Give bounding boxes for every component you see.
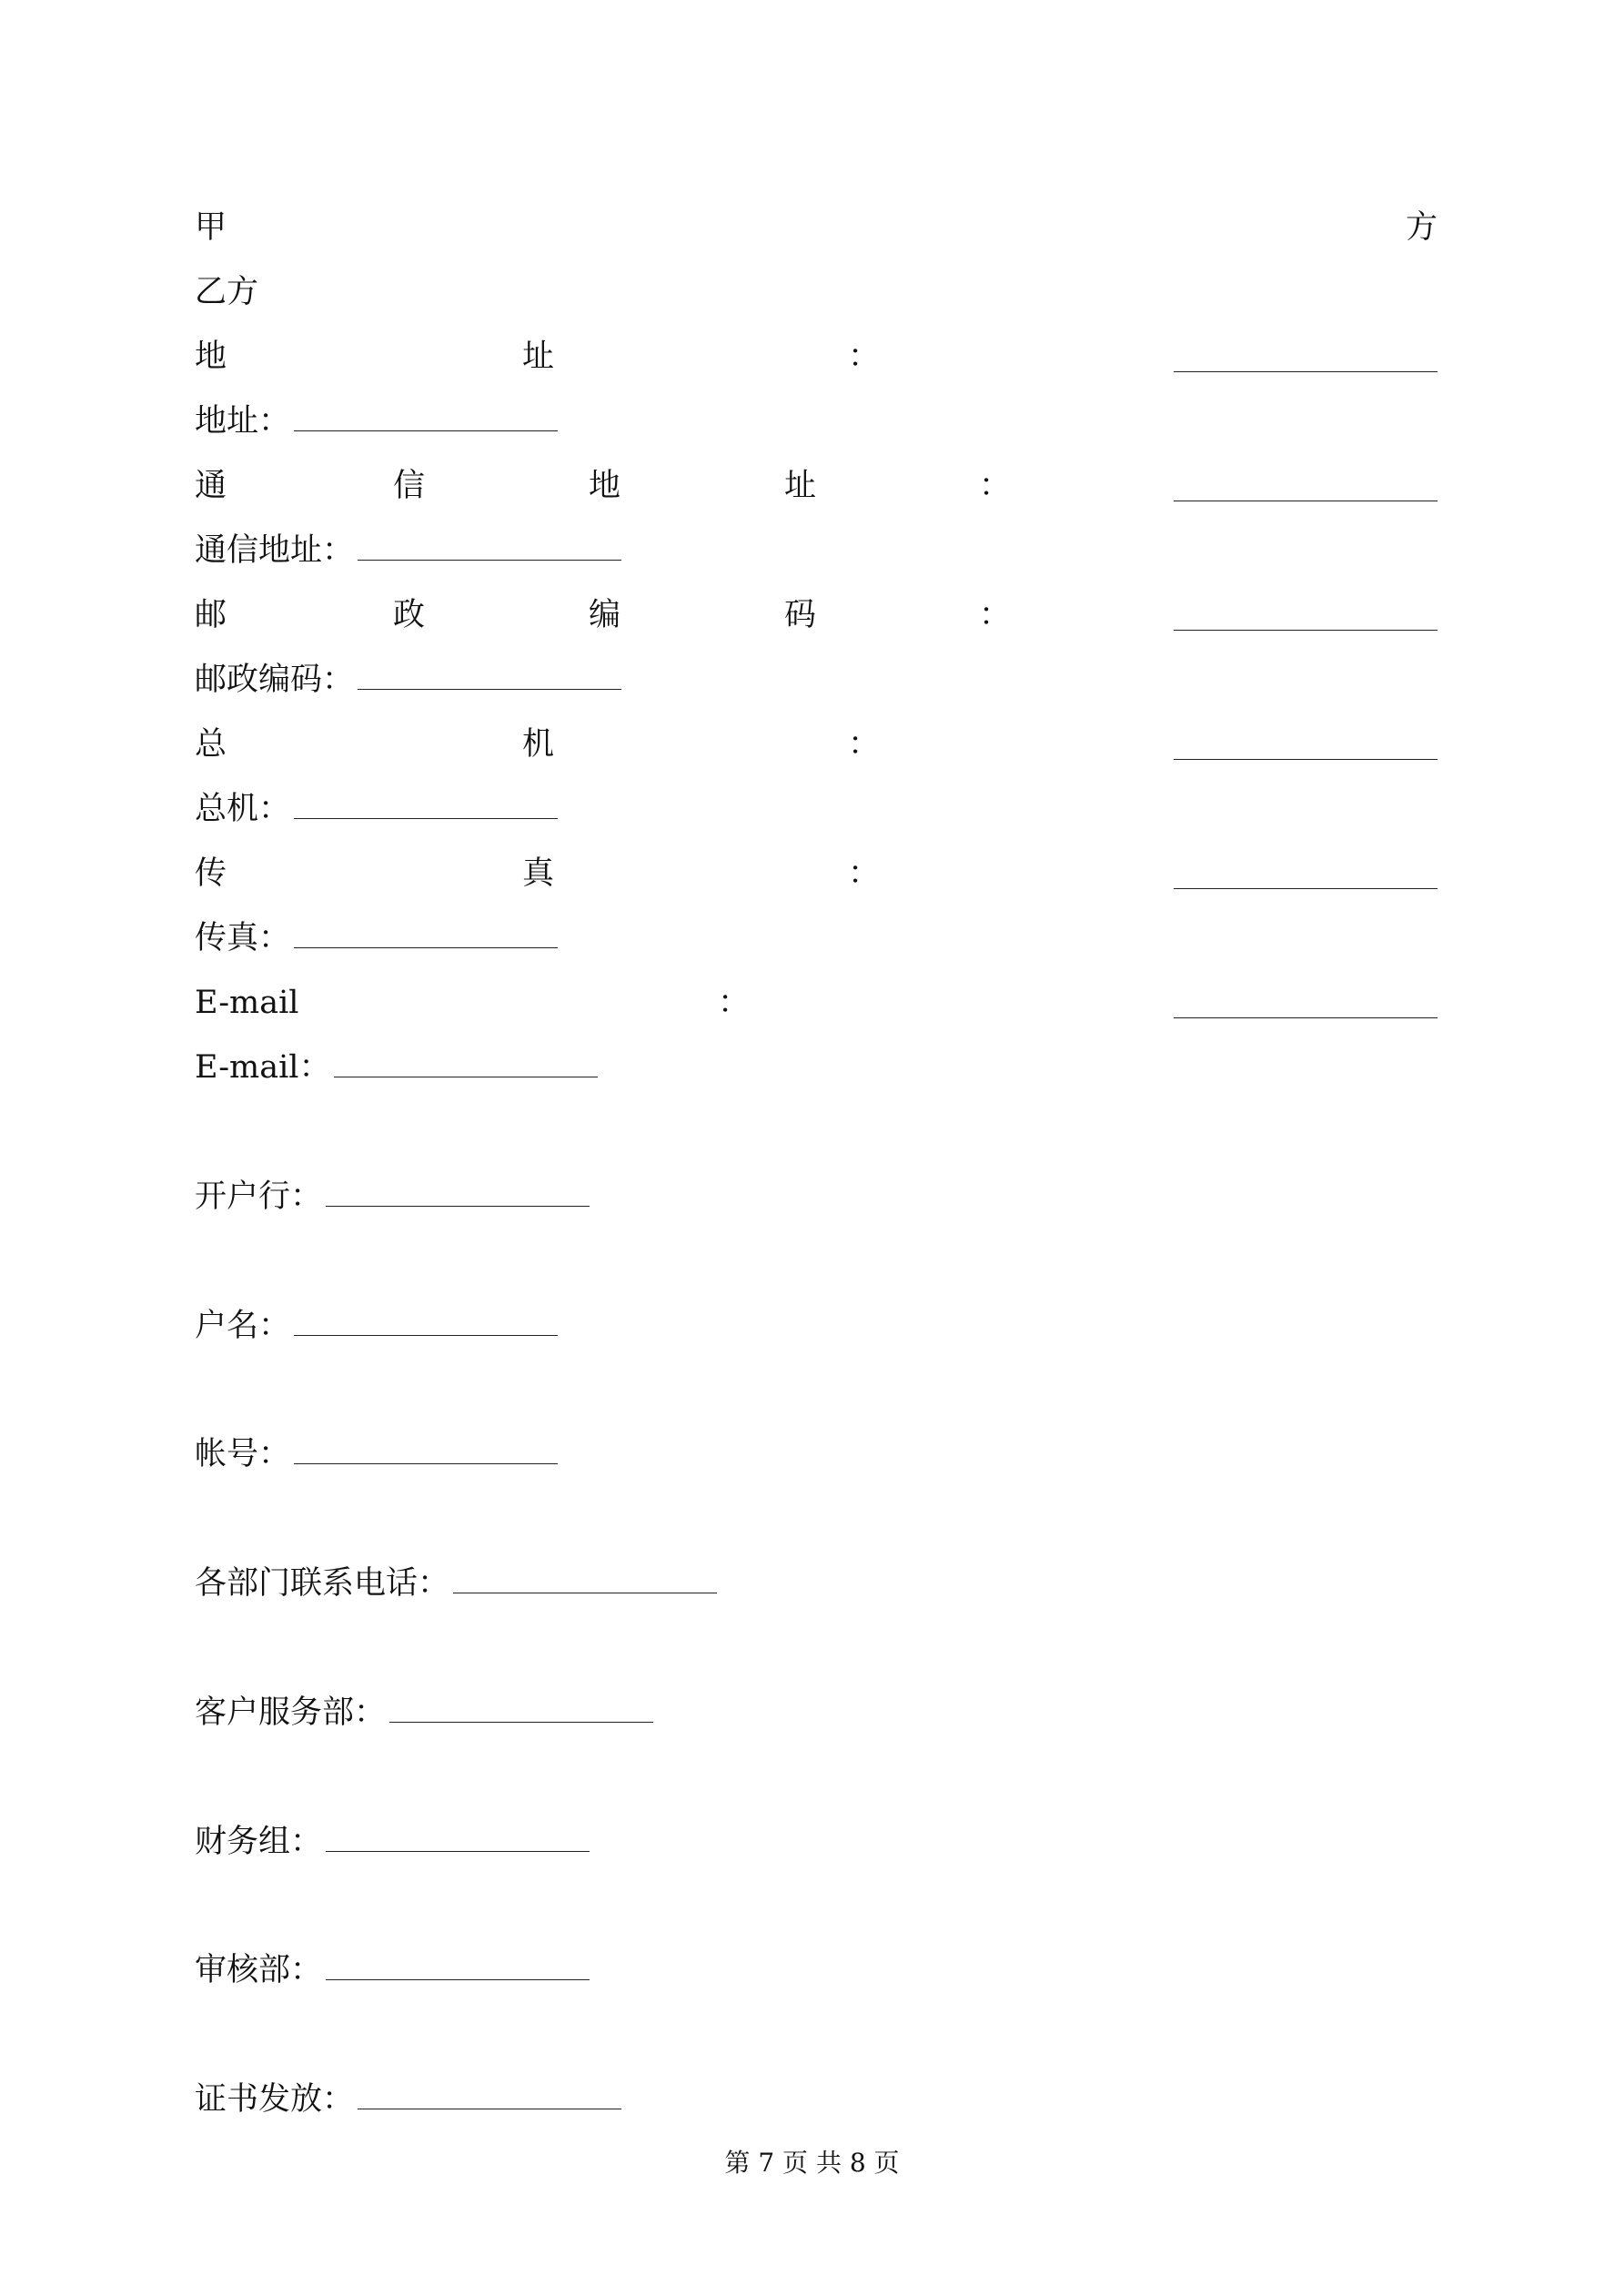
- postcode-blank[interactable]: [1174, 599, 1437, 631]
- email-spread-row: [195, 979, 1437, 1027]
- party-a-left-char: 甲: [195, 209, 227, 246]
- switchboard-char-1: 总: [195, 726, 227, 763]
- postcode-char-4: 码: [784, 597, 817, 633]
- switchboard-label: 总机：: [195, 791, 291, 827]
- mailing-blank[interactable]: [1174, 470, 1437, 501]
- customer-service-label: 客户服务部：: [195, 1694, 387, 1731]
- audit-label: 审核部：: [195, 1952, 323, 1988]
- postcode-row: [195, 656, 1437, 703]
- postcode-label: 邮政编码：: [195, 662, 355, 698]
- finance-row: [195, 1818, 1437, 1866]
- fax-blank[interactable]: [1174, 857, 1437, 889]
- account-no-label: 帐号：: [195, 1436, 291, 1472]
- address-char-1: 地: [195, 339, 227, 375]
- fax-colon: ：: [848, 855, 881, 892]
- account-name-row: [195, 1302, 1437, 1350]
- address-label: 地址：: [195, 403, 291, 440]
- postcode-colon: ：: [979, 597, 1012, 633]
- bank-label: 开户行：: [195, 1178, 323, 1215]
- postcode-char-3: 编: [589, 597, 621, 633]
- fax-spread-row: [195, 850, 1437, 897]
- finance-label: 财务组：: [195, 1824, 323, 1860]
- dept-phones-field-blank[interactable]: [453, 1562, 717, 1593]
- bank-row: [195, 1173, 1437, 1220]
- mailing-field-blank[interactable]: [358, 529, 621, 561]
- party-b-label: 乙方: [195, 274, 259, 310]
- mailing-char-3: 地: [589, 468, 621, 504]
- fax-row: [195, 915, 1437, 962]
- party-b-row: [195, 268, 1437, 316]
- address-colon: ：: [848, 339, 881, 375]
- finance-field-blank[interactable]: [326, 1820, 590, 1852]
- mailing-char-2: 信: [393, 468, 426, 504]
- postcode-char-1: 邮: [195, 597, 227, 633]
- postcode-char-2: 政: [393, 597, 426, 633]
- switchboard-char-2: 机: [522, 726, 555, 763]
- email-label: E-mail：: [195, 1049, 331, 1086]
- mailing-char-1: 通: [195, 468, 227, 504]
- account-no-field-blank[interactable]: [294, 1432, 558, 1464]
- mailing-colon: ：: [979, 468, 1012, 504]
- email-colon: ：: [718, 985, 751, 1021]
- address-field-blank[interactable]: [294, 400, 558, 431]
- switchboard-field-blank[interactable]: [294, 787, 558, 819]
- audit-field-blank[interactable]: [326, 1948, 590, 1980]
- mailing-row: [195, 527, 1437, 574]
- fax-char-2: 真: [522, 855, 555, 892]
- switchboard-spread-row: [195, 721, 1437, 768]
- customer-service-row: [195, 1689, 1437, 1736]
- mailing-label: 通信地址：: [195, 532, 355, 569]
- switchboard-row: [195, 785, 1437, 833]
- email-field-blank[interactable]: [334, 1046, 598, 1077]
- bank-field-blank[interactable]: [326, 1175, 590, 1207]
- address-row: [195, 398, 1437, 445]
- address-blank[interactable]: [1174, 340, 1437, 372]
- customer-service-field-blank[interactable]: [389, 1691, 653, 1723]
- mailing-char-4: 址: [784, 468, 817, 504]
- email-row: [195, 1044, 1437, 1091]
- account-no-row: [195, 1431, 1437, 1478]
- address-char-2: 址: [522, 339, 555, 375]
- switchboard-colon: ：: [848, 726, 881, 763]
- email-spread-label: E-mail: [195, 985, 299, 1021]
- certificate-field-blank[interactable]: [358, 2078, 621, 2109]
- postcode-field-blank[interactable]: [358, 658, 621, 690]
- page-footer: 第 7 页 共 8 页: [724, 2148, 900, 2178]
- party-a-right-char: 方: [1405, 209, 1437, 246]
- mailing-spread-row: [195, 462, 1437, 510]
- fax-field-blank[interactable]: [294, 916, 558, 948]
- certificate-row: [195, 2076, 1437, 2123]
- email-blank[interactable]: [1174, 986, 1437, 1018]
- fax-char-1: 传: [195, 855, 227, 892]
- account-name-field-blank[interactable]: [294, 1304, 558, 1336]
- audit-row: [195, 1947, 1437, 1994]
- dept-phones-label: 各部门联系电话：: [195, 1565, 450, 1602]
- certificate-label: 证书发放：: [195, 2081, 355, 2118]
- address-spread-row: [195, 333, 1437, 380]
- switchboard-blank[interactable]: [1174, 728, 1437, 760]
- fax-label: 传真：: [195, 920, 291, 956]
- party-a-row: [195, 204, 1437, 251]
- postcode-spread-row: [195, 592, 1437, 639]
- dept-phones-row: [195, 1560, 1437, 1607]
- account-name-label: 户名：: [195, 1308, 291, 1344]
